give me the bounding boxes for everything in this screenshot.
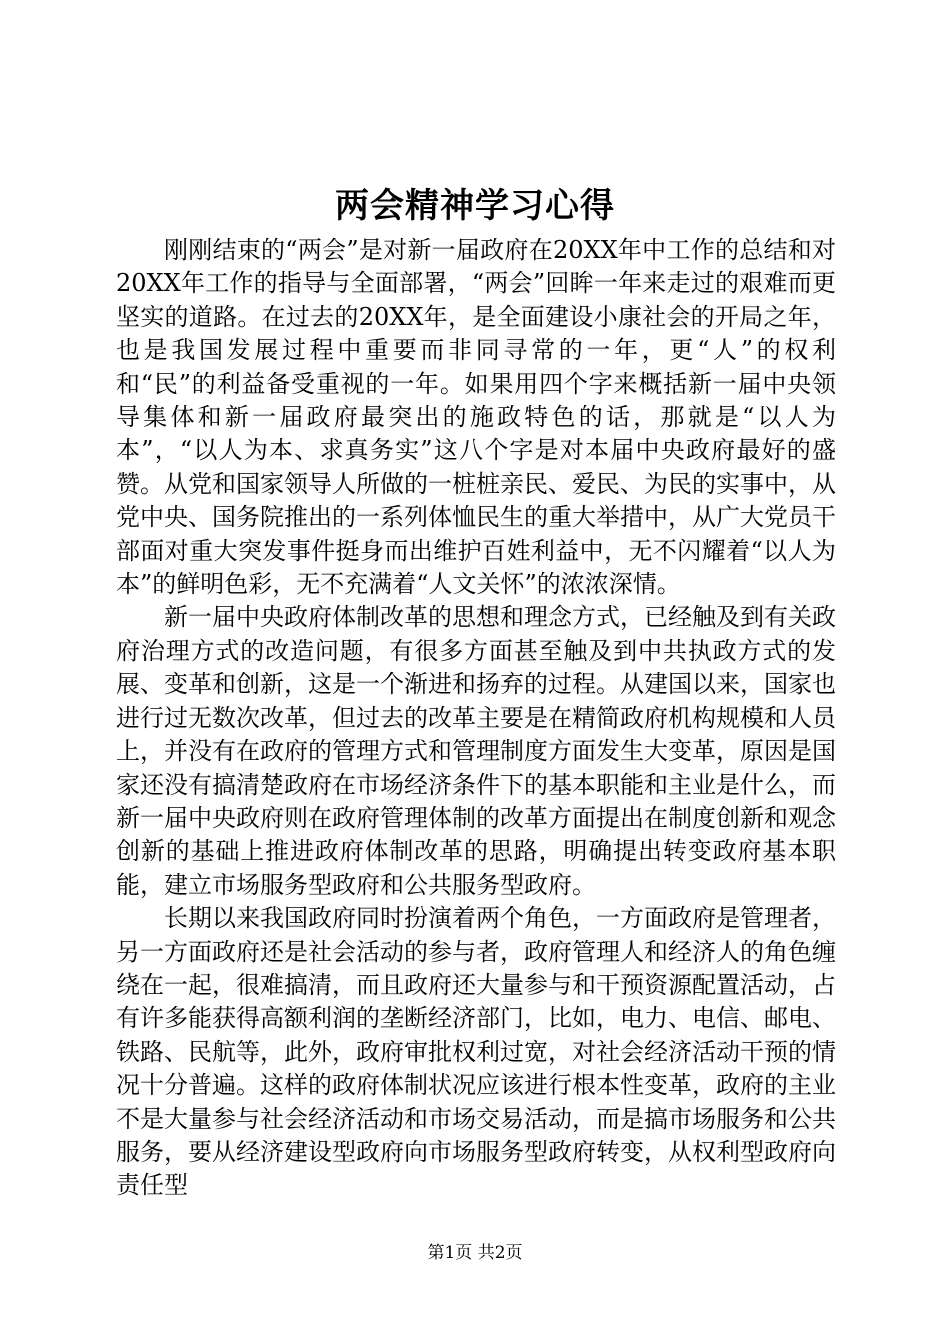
document-body [116, 234, 836, 1203]
paragraph-1: 刚刚结束的“两会”是对新一届政府在20XX年中工作的总结和对20XX年工作的指导与全面部署，“两会”回眸一年来走过的艰难而更坚实的道路。在过去的20XX年，是全面建设小康社会的开局之年，也是我国发展过程中重要而非同寻常的一年，更“人”的权利和“民”的利益备受重视的一年。如果用四个字来概括新一届中央领导集体和新一届政府最突出的施政特色的话，那就是“以人为本”，“以人为本、求真务实”这八个字是对本届中央政府最好的盛赞。从党和国家领导人所做的一桩桩亲民、爱民、为民的实事中，从党中央、国务院推出的一系列体恤民生的重大举措中，从广大党员干部面对重大突发事件挺身而出维护百姓利益中，无不闪耀着“以人为本”的鲜明色彩，无不充满着“人文关怀”的浓浓深情。 [116, 236, 836, 599]
document-title: 两会精神学习心得 [335, 186, 615, 226]
paragraph-3: 长期以来我国政府同时扮演着两个角色，一方面政府是管理者，另一方面政府还是社会活动的参与者，政府管理人和经济人的角色缠绕在一起，很难搞清，而且政府还大量参与和干预资源配置活动，占有许多能获得高额利润的垄断经济部门，比如，电力、电信、邮电、铁路、民航等，此外，政府审批权利过宽，对社会经济活动干预的情况十分普遍。这样的政府体制状况应该进行根本性变革，政府的主业不是大量参与社会经济活动和市场交易活动，而是搞市场服务和公共服务，要从经济建设型政府向市场服务型政府转变，从权利型政府向责任型 [116, 904, 836, 1200]
page-number-footer: 第1页 共2页 [427, 1243, 523, 1263]
paragraph-2: 新一届中央政府体制改革的思想和理念方式，已经触及到有关政府治理方式的改造问题，有很多方面甚至触及到中共执政方式的发展、变革和创新，这是一个渐进和扬弃的过程。从建国以来，国家也进行过无数次改革，但过去的改革主要是在精简政府机构规模和人员上，并没有在政府的管理方式和管理制度方面发生大变革，原因是国家还没有搞清楚政府在市场经济条件下的基本职能和主业是什么，而新一届中央政府则在政府管理体制的改革方面提出在制度创新和观念创新的基础上推进政府体制改革的思路，明确提出转变政府基本职能，建立市场服务型政府和公共服务型政府。 [116, 603, 836, 899]
